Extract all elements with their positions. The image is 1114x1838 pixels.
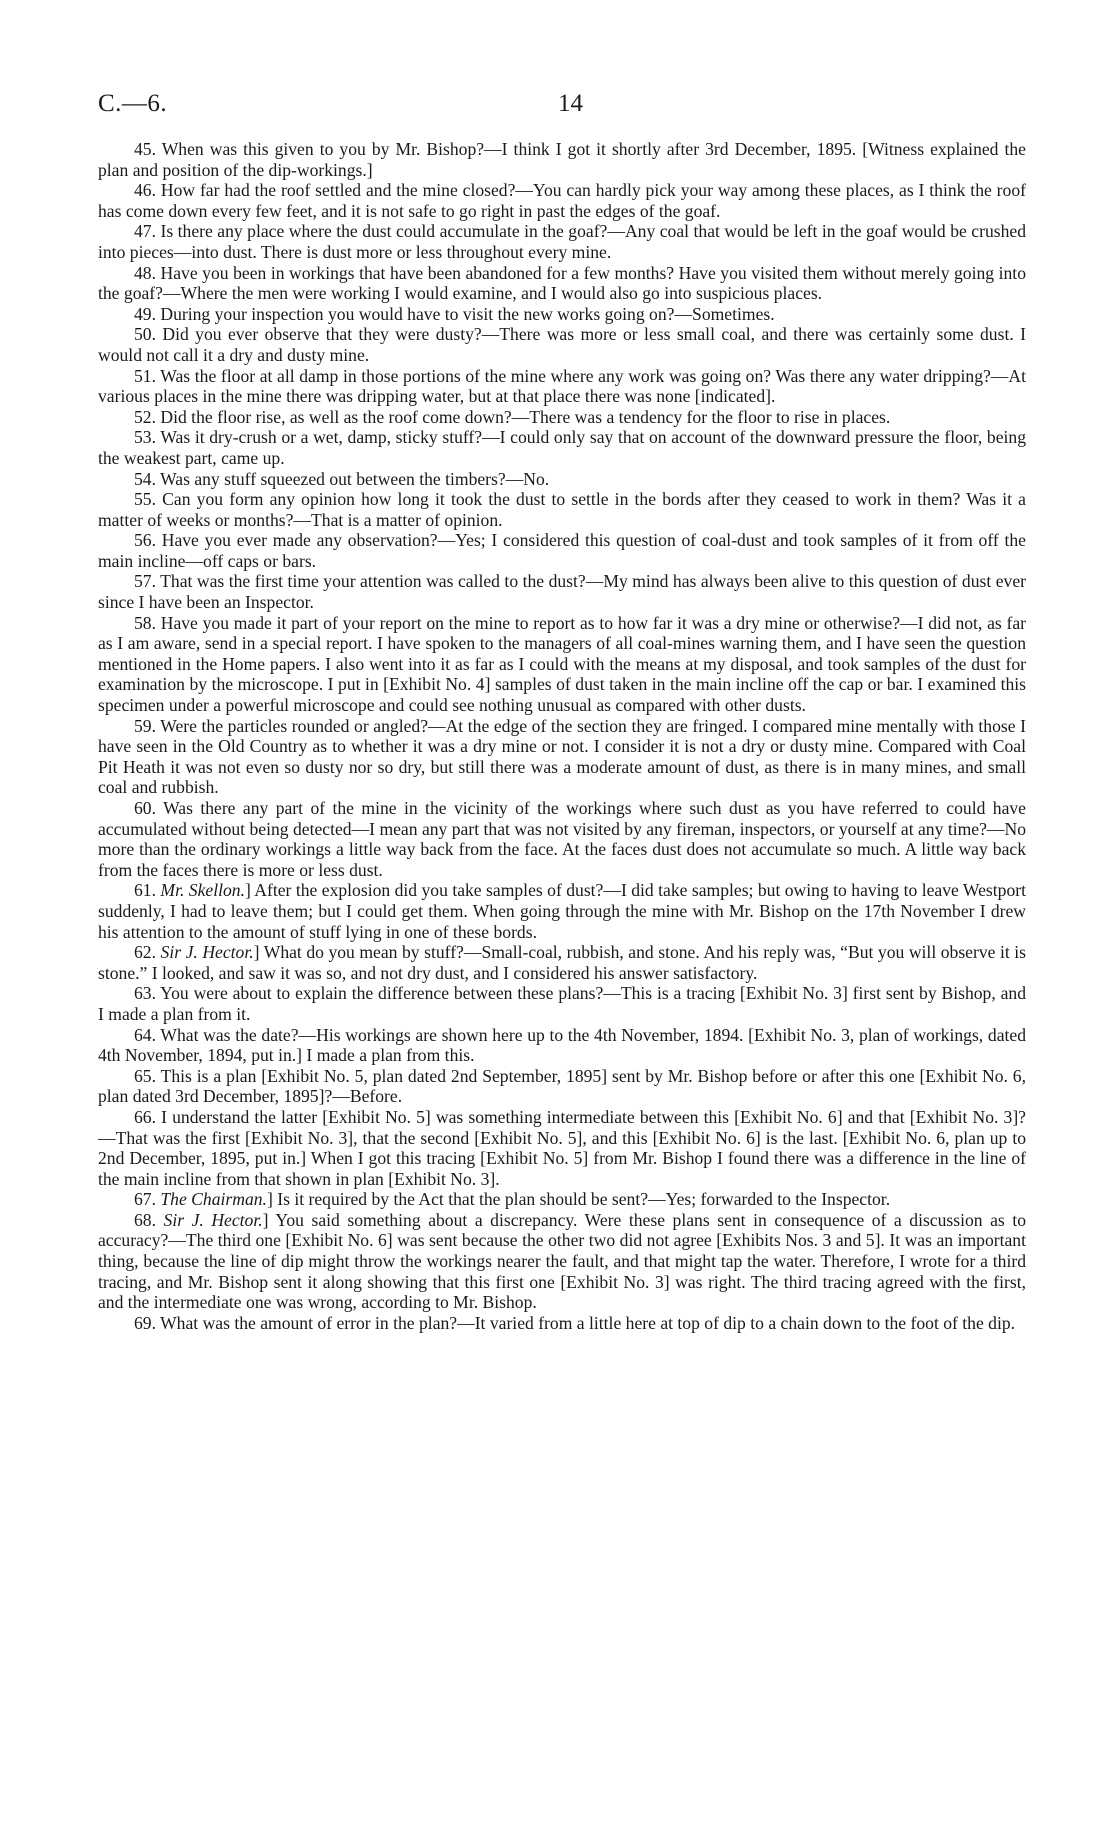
paragraph-text: ] You said something about a discrepancy. Were these plans sent in consequence of a discussion as to accuracy?—The third one [Exhibit No. 6] was sent because the other two did not agree [Exhibits Nos. 3 and 5]. It was an important thing, because the line of dip might throw the workings nearer the fault, and that might tap the water. Therefore, I wrote for a third tracing, and Mr. Bishop sent it along showing that this first one [Exhibit No. 3] was right. The third tracing agreed with the first, and the intermediate one was wrong, according to Mr. Bishop. — [98, 1209, 1027, 1313]
paragraph-text: 56. Have you ever made any observation?—Yes; I considered this question of coal-dust and took samples of it from off the main incline—off caps or bars. — [98, 530, 1026, 571]
paragraph-text: 55. Can you form any opinion how long it took the dust to settle in the bords after they ceased to work in them? Was it a matter of weeks or months?—That is a matter of opinion. — [98, 489, 1026, 530]
paragraph-text: 45. When was this given to you by Mr. Bishop?—I think I got it shortly after 3rd December, 1895. [Witness explained the plan and position of the dip-workings.] — [98, 139, 1026, 180]
page-header — [98, 90, 1028, 120]
paragraph-text: 64. What was the date?—His workings are shown here up to the 4th November, 1894. [Exhibit No. 3, plan of workings, dated 4th November, 1894, put in.] I made a plan from this. — [98, 1024, 1026, 1066]
testimony-paragraph — [98, 1107, 1026, 1189]
testimony-paragraph — [98, 613, 1026, 716]
paragraph-text: ] What do you mean by stuff?—Small-coal, rubbish, and stone. And his reply was, “But you will observe it is stone.” I looked, and saw it was so, and not dry dust, and I considered his answer satisfactory. — [98, 942, 1027, 983]
question-number: 68. — [134, 1209, 164, 1230]
testimony-paragraph — [98, 571, 1026, 612]
paragraph-text: 65. This is a plan [Exhibit No. 5, plan dated 2nd September, 1895] sent by Mr. Bishop before or after this one [Exhibit No. 6, plan dated 3rd December, 1895]?—Before. — [98, 1065, 1026, 1107]
testimony-paragraph — [98, 1025, 1026, 1066]
testimony-paragraph — [98, 530, 1026, 571]
testimony-paragraph — [98, 798, 1026, 880]
testimony-paragraph — [98, 880, 1026, 942]
speaker-name: Sir J. Hector. — [160, 942, 254, 963]
paragraph-text: 59. Were the particles rounded or angled?—At the edge of the section they are fringed. I compared mine mentally with those I have seen in the Old Country as to whether it was a dry mine or not. I consider it is not a dry or dusty mine. Compared with Coal Pit Heath it was not even so dusty nor so dry, but still there was a moderate amount of dust, as there is in many mines, and small coal and rubbish. — [98, 715, 1026, 798]
paragraph-text: 47. Is there any place where the dust could accumulate in the goaf?—Any coal that would be left in the goaf would be crushed into pieces—into dust. There is dust more or less throughout every mine. — [98, 221, 1026, 262]
paragraph-text: 60. Was there any part of the mine in the vicinity of the workings where such dust as you have referred to could have accumulated without being detected—I mean any part that was not visited by any fireman, inspectors, or yourself at any time?—No more than the ordinary workings a little way back from the face. At the faces dust does not accumulate so much. A little way back from the faces there is more or less dust. — [98, 798, 1026, 880]
paragraph-text: ] Is it required by the Act that the plan should be sent?—Yes; forwarded to the Inspector. — [266, 1189, 891, 1210]
paragraph-text: 69. What was the amount of error in the plan?—It varied from a little here at top of dip to a chain down to the foot of the dip. — [134, 1312, 1016, 1333]
speaker-name: The Chairman. — [160, 1189, 267, 1210]
paragraph-text: 63. You were about to explain the difference between these plans?—This is a tracing [Exhibit No. 3] first sent by Bishop, and I made a plan from it. — [98, 983, 1026, 1024]
question-number: 62. — [134, 942, 161, 963]
testimony-paragraph — [98, 983, 1026, 1024]
testimony-paragraph — [98, 1210, 1026, 1313]
paragraph-text: 52. Did the floor rise, as well as the roof come down?—There was a tendency for the floor to rise in places. — [134, 406, 891, 427]
testimony-body — [98, 139, 1026, 1333]
testimony-paragraph — [98, 139, 1026, 180]
paragraph-text: 54. Was any stuff squeezed out between the timbers?—No. — [134, 468, 550, 489]
document-reference: C.—6. — [98, 90, 168, 117]
paragraph-text: 50. Did you ever observe that they were dusty?—There was more or less small coal, and there was certainly some dust. I would not call it a dry and dusty mine. — [98, 324, 1026, 365]
paragraph-text: 49. During your inspection you would have to visit the new works going on?—Sometimes. — [134, 303, 775, 324]
testimony-paragraph — [98, 263, 1026, 304]
paragraph-text: 57. That was the first time your attention was called to the dust?—My mind has always been alive to this question of dust ever since I have been an Inspector. — [98, 571, 1026, 613]
question-number: 61. — [134, 880, 161, 901]
paragraph-text: 66. I understand the latter [Exhibit No. 5] was something intermediate between this [Exhibit No. 6] and that [Exhibit No. 3]?—That was the first [Exhibit No. 3], that the second [Exhibit No. 5], and this [Exhibit No. 6] is the last. [Exhibit No. 6, plan up to 2nd December, 1895, put in.] When I got this tracing [Exhibit No. 5] from Mr. Bishop I found there was a difference in the line of the main incline from that shown in plan [Exhibit No. 3]. — [98, 1106, 1026, 1189]
testimony-paragraph — [98, 324, 1026, 365]
paragraph-text: 53. Was it dry-crush or a wet, damp, sticky stuff?—I could only say that on account of the downward pressure the floor, being the weakest part, came up. — [98, 427, 1026, 468]
testimony-paragraph — [98, 1066, 1026, 1107]
testimony-paragraph — [98, 221, 1026, 262]
paragraph-text: 58. Have you made it part of your report on the mine to report as to how far it was a dry mine or otherwise?—I did not, as far as I am aware, send in a special report. I have spoken to the managers of all coal-mines warning them, and I have seen the question mentioned in the Home papers. I also went into it as far as I could with the means at my disposal, and took samples of the dust for examination by the microscope. I put in [Exhibit No. 4] samples of dust taken in the main incline off the cap or bar. I examined this specimen under a powerful microscope and could see nothing unusual as compared with other dusts. — [98, 612, 1026, 716]
testimony-paragraph — [98, 942, 1026, 983]
testimony-paragraph — [98, 427, 1026, 468]
speaker-name: Sir J. Hector. — [163, 1209, 263, 1230]
speaker-name: Mr. Skellon. — [160, 880, 245, 901]
testimony-paragraph — [98, 366, 1026, 407]
page-number: 14 — [558, 90, 583, 117]
paragraph-text: ] After the explosion did you take samples of dust?—I did take samples; but owing to having to leave Westport suddenly, I had to leave them; but I could get them. When going through the mine with Mr. Bishop on the 17th November I drew his attention to the amount of stuff lying in one of these bords. — [98, 880, 1026, 942]
testimony-paragraph — [98, 1189, 1026, 1210]
testimony-paragraph — [98, 1313, 1026, 1334]
testimony-paragraph — [98, 407, 1026, 428]
testimony-paragraph — [98, 716, 1026, 798]
testimony-paragraph — [98, 180, 1026, 221]
paragraph-text: 46. How far had the roof settled and the mine closed?—You can hardly pick your way among these places, as I think the roof has come down every few feet, and it is not safe to go right in past the edges of the goaf. — [98, 180, 1026, 221]
testimony-paragraph — [98, 304, 1026, 325]
testimony-paragraph — [98, 469, 1026, 490]
question-number: 67. — [134, 1189, 161, 1210]
paragraph-text: 51. Was the floor at all damp in those portions of the mine where any work was going on? Was there any water dripping?—At various places in the mine there was dripping water, but at that place there was none [indicated]. — [98, 365, 1026, 407]
testimony-paragraph — [98, 489, 1026, 530]
paragraph-text: 48. Have you been in workings that have been abandoned for a few months? Have you visited them without merely going into the goaf?—Where the men were working I would examine, and I would also go into suspicious places. — [98, 262, 1026, 304]
